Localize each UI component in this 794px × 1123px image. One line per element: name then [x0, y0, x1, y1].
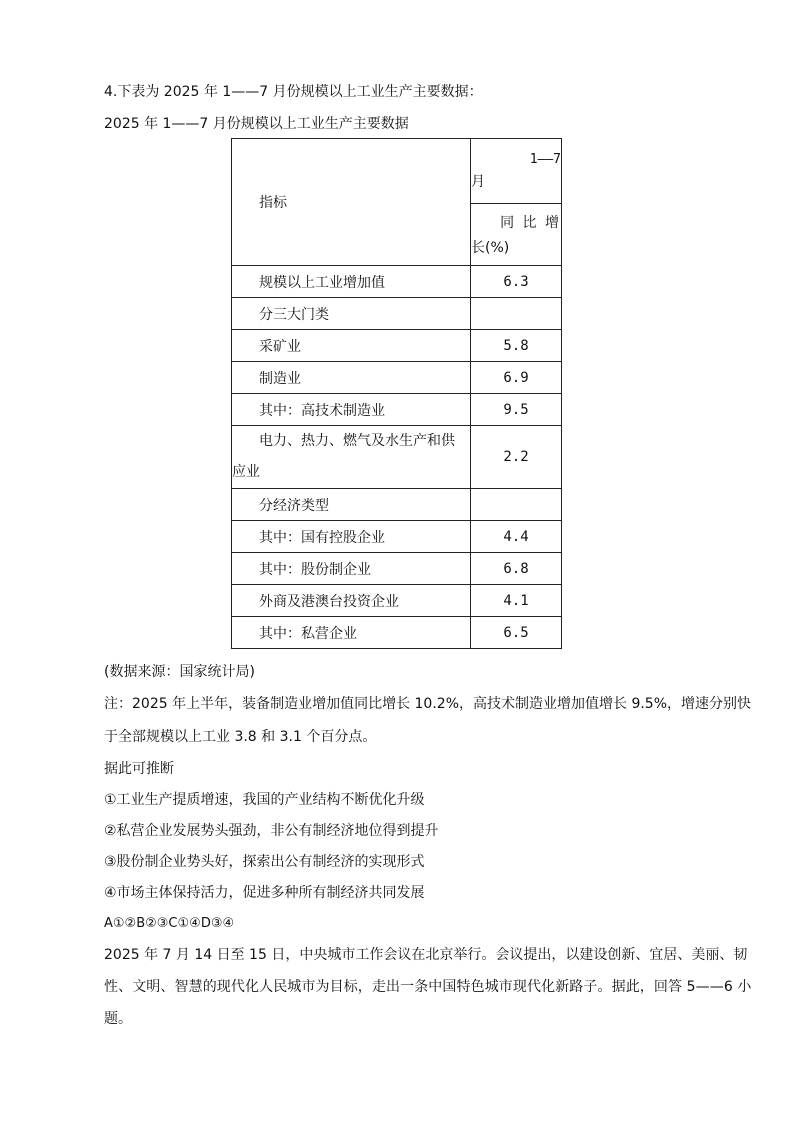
row-value: 6.3	[471, 266, 562, 298]
header-indicator: 指标	[259, 195, 287, 211]
header-growth-cell	[471, 204, 562, 266]
passage-line2: 性、文明、智慧的现代化人民城市为目标，走出一条中国特色城市现代化新路子。据此，回答 5——6 小	[104, 979, 752, 995]
table-row	[232, 617, 562, 649]
row-value: 2.2	[471, 426, 562, 489]
passage-line3: 题。	[104, 1011, 132, 1027]
row-name: 外商及港澳台投资企业	[232, 585, 471, 617]
data-table	[231, 138, 562, 649]
question-intro: 4.下表为 2025 年 1——7 月份规模以上工业生产主要数据：	[104, 84, 483, 100]
option-item: ②私营企业发展势头强劲，非公有制经济地位得到提升	[104, 823, 439, 839]
row-name: 分三大门类	[232, 298, 471, 330]
row-value	[471, 298, 562, 330]
note-line2: 于全部规模以上工业 3.8 和 3.1 个百分点。	[104, 729, 377, 745]
header-growth-line2: 长(%)	[471, 239, 510, 256]
table-row	[232, 585, 562, 617]
data-source: (数据来源：国家统计局)	[104, 664, 255, 680]
passage-line1: 2025 年 7 月 14 日至 15 日，中央城市工作会议在北京举行。会议提出，以建设创新、宜居、美丽、韧	[104, 947, 748, 963]
row-value: 6.8	[471, 553, 562, 585]
table-row	[232, 362, 562, 394]
row-value: 4.4	[471, 521, 562, 553]
row-name: 分经济类型	[232, 489, 471, 521]
table-row	[232, 426, 562, 489]
row-name: 其中：高技术制造业	[232, 394, 471, 426]
row-name: 制造业	[232, 362, 471, 394]
table-header-row	[232, 139, 562, 204]
header-period-cell	[471, 139, 562, 204]
row-value: 4.1	[471, 585, 562, 617]
option-item: ①工业生产提质增速，我国的产业结构不断优化升级	[104, 792, 425, 808]
row-name: 其中：股份制企业	[232, 553, 471, 585]
row-value: 6.9	[471, 362, 562, 394]
table-row	[232, 489, 562, 521]
note-line1: 注：2025 年上半年，装备制造业增加值同比增长 10.2%，高技术制造业增加值增长 9.5%，增速分别快	[104, 696, 752, 712]
table-row	[232, 553, 562, 585]
infer-label: 据此可推断	[104, 761, 174, 777]
row-name: 其中：私营企业	[232, 617, 471, 649]
header-period-line1: 1——7	[529, 152, 561, 168]
row-name: 规模以上工业增加值	[232, 266, 471, 298]
table-caption: 2025 年 1——7 月份规模以上工业生产主要数据	[104, 116, 409, 132]
option-item: ③股份制企业势头好，探索出公有制经济的实现形式	[104, 854, 425, 870]
header-growth-line1: 同 比 增	[500, 214, 561, 231]
option-item: ④市场主体保持活力，促进多种所有制经济共同发展	[104, 885, 425, 901]
table-row	[232, 394, 562, 426]
table-row	[232, 298, 562, 330]
row-name: 电力、热力、燃气及水生产和供 应业	[232, 426, 471, 489]
table-row	[232, 266, 562, 298]
row-name: 采矿业	[232, 330, 471, 362]
row-value: 5.8	[471, 330, 562, 362]
row-value	[471, 489, 562, 521]
row-value: 6.5	[471, 617, 562, 649]
table-row	[232, 330, 562, 362]
row-name: 其中：国有控股企业	[232, 521, 471, 553]
answer-choices: A①②B②③C①④D③④	[104, 916, 235, 931]
row-value: 9.5	[471, 394, 562, 426]
table-row	[232, 521, 562, 553]
header-indicator-cell	[232, 139, 471, 266]
header-period-line2: 月	[471, 174, 485, 191]
